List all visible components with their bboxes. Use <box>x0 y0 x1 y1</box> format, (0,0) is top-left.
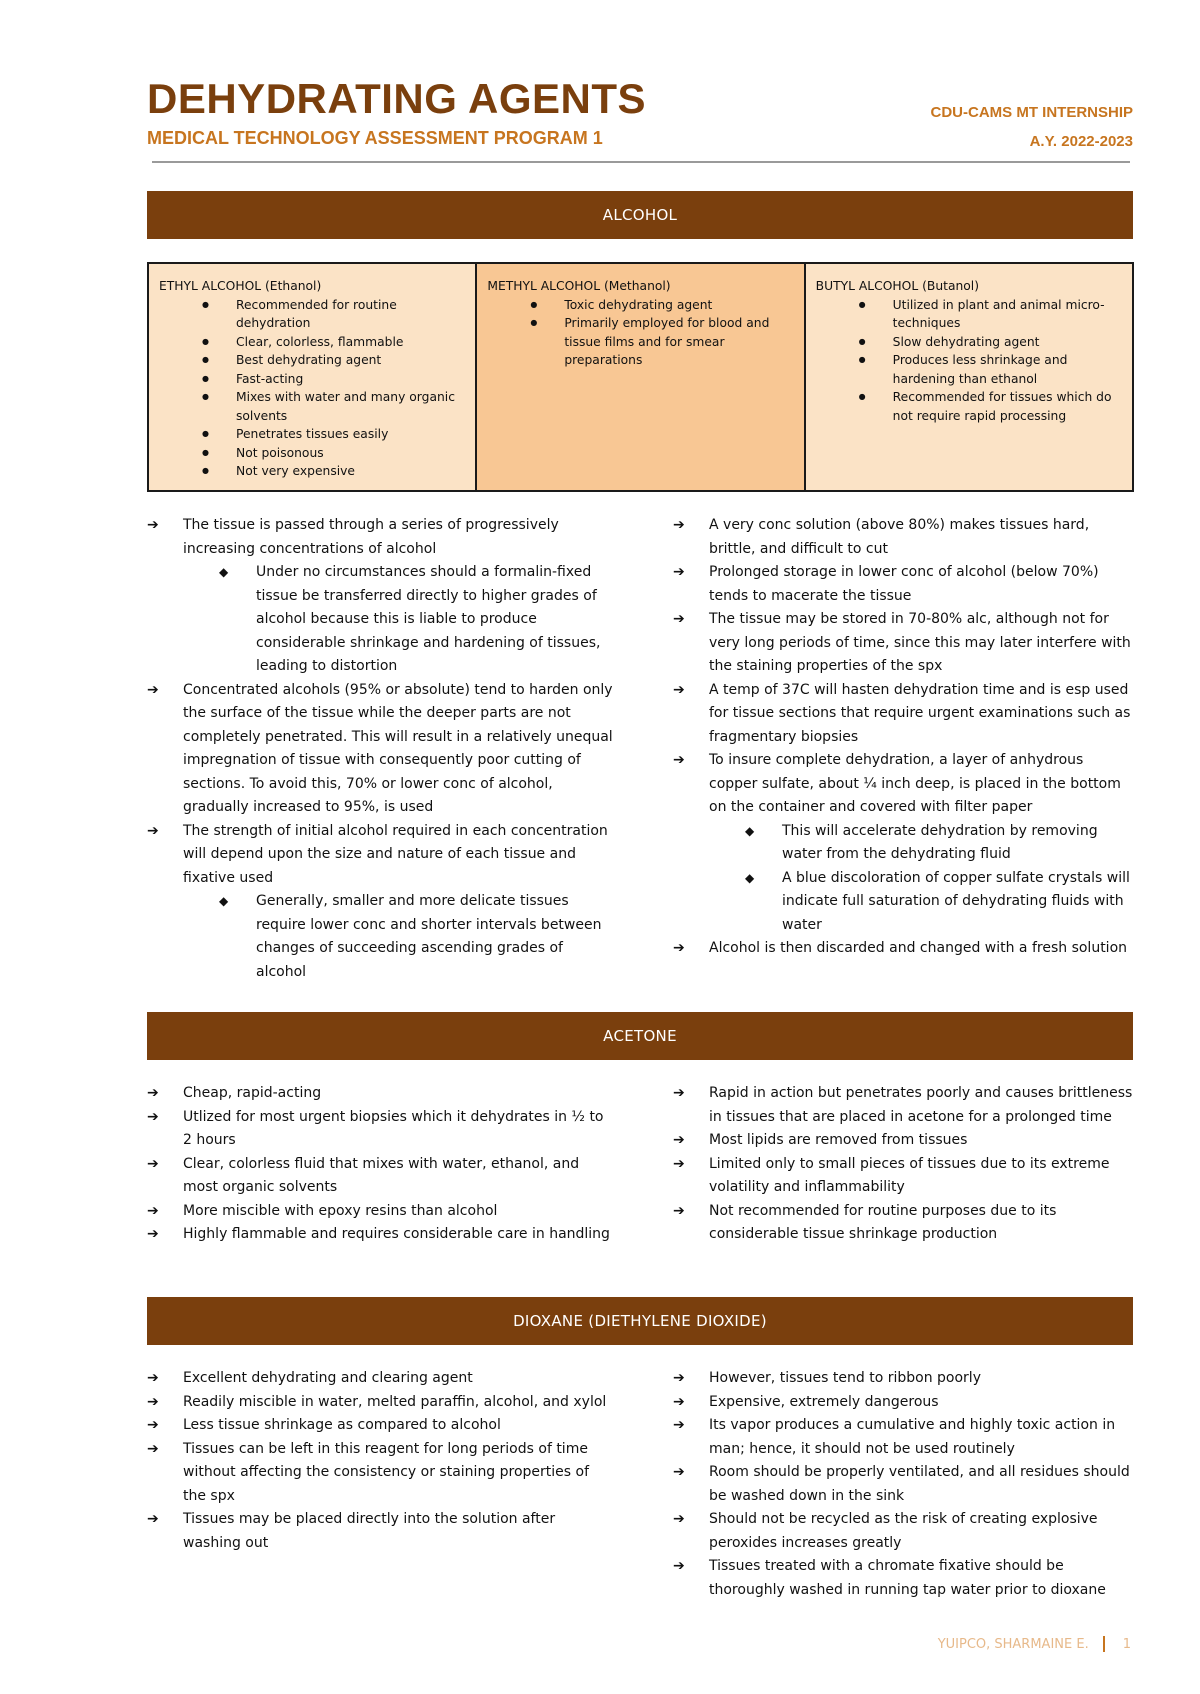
list-item-text: Limited only to small pieces of tissues due to its extreme volatility and inflammability <box>709 1155 1110 1195</box>
diamond-bullet-icon: ◆ <box>219 894 229 908</box>
list-item-text: Should not be recycled as the risk of creating explosive peroxides increases greatly <box>709 1511 1098 1551</box>
list-item <box>147 1106 613 1153</box>
list-item: ● Produces less shrinkage and hardening than ethanol <box>859 351 1122 388</box>
arrow-bullet-icon: ➔ <box>147 1202 159 1219</box>
list-item: ● Mixes with water and many organic solvents <box>202 388 465 425</box>
arrow-bullet-icon: ➔ <box>673 611 685 627</box>
list-item-text: Concentrated alcohols (95% or absolute) tend to harden only the surface of the tissue while the deeper parts are not completely penetrated. This will result in a relatively unequal impregnation of tissue with consequently poor cutting of sections. To avoid this, 70% or lower conc of alcohol, gradually increased to 95%, is used <box>183 681 613 815</box>
sub-list-item <box>673 820 1133 867</box>
list-item <box>673 1461 1133 1508</box>
sub-list-item-text: Under no circumstances should a formalin-fixed tissue be transferred directly to higher grades of alcohol because this is liable to produce considerable shrinkage and hardening of tissues, leading to distortion <box>256 564 601 674</box>
list-item-text: Excellent dehydrating and clearing agent <box>183 1370 473 1386</box>
arrow-bullet-icon: ➔ <box>673 681 685 698</box>
list-item-text: Utlized for most urgent biopsies which it dehydrates in ½ to 2 hours <box>183 1108 604 1148</box>
page-footer <box>938 1636 1131 1652</box>
footer-author: YUIPCO, SHARMAINE E. <box>937 1636 1089 1652</box>
sub-list-item-text: A blue discoloration of copper sulfate crystals will indicate full saturation of dehydrating fluids with water <box>782 869 1130 933</box>
methyl-alcohol-list <box>530 296 793 370</box>
arrow-bullet-icon: ➔ <box>673 752 685 768</box>
acetone-notes <box>147 1082 1133 1247</box>
arrow-bullet-icon: ➔ <box>673 1202 685 1219</box>
list-item <box>147 679 613 820</box>
arrow-bullet-icon: ➔ <box>147 1155 159 1172</box>
list-item <box>673 561 1133 608</box>
list-item-text: To insure complete dehydration, a layer of anhydrous copper sulfate, about ¼ inch deep, is placed in the bottom on the container and covered with filter paper <box>709 752 1121 815</box>
list-item <box>147 1367 613 1391</box>
list-item-text: Room should be properly ventilated, and all residues should be washed down in the sink <box>709 1464 1130 1504</box>
list-item <box>147 1414 613 1438</box>
list-item-text: Most lipids are removed from tissues <box>709 1132 968 1148</box>
list-item-text: A temp of 37C will hasten dehydration time and is esp used for tissue sections that require urgent examinations such as fragmentary biopsies <box>709 681 1131 745</box>
list-item <box>673 1391 1133 1415</box>
ethyl-alcohol-cell <box>149 264 475 490</box>
list-item: ● Not poisonous <box>202 444 465 463</box>
list-item <box>147 1153 613 1200</box>
list-item-text: Rapid in action but penetrates poorly and causes brittleness in tissues that are placed in acetone for a prolonged time <box>709 1085 1133 1125</box>
list-item-text: Prolonged storage in lower conc of alcohol (below 70%) tends to macerate the tissue <box>709 564 1099 604</box>
dioxane-notes <box>147 1367 1133 1602</box>
acetone-notes-right <box>673 1082 1133 1247</box>
arrow-bullet-icon: ➔ <box>673 1417 685 1433</box>
diamond-bullet-icon: ◆ <box>745 823 755 838</box>
arrow-bullet-icon: ➔ <box>147 1440 159 1457</box>
arrow-bullet-icon: ➔ <box>147 1108 159 1125</box>
butyl-alcohol-cell <box>804 264 1132 490</box>
list-item-text: Its vapor produces a cumulative and highly toxic action in man; hence, it should not be used routinely <box>709 1417 1116 1457</box>
list-item: ● Utilized in plant and animal micro-techniques <box>859 296 1122 333</box>
list-item <box>673 1508 1133 1555</box>
diamond-bullet-icon: ◆ <box>219 565 229 579</box>
list-item-text: Cheap, rapid-acting <box>183 1085 322 1101</box>
list-item-text: The tissue is passed through a series of progressively increasing concentrations of alcohol <box>183 517 559 557</box>
arrow-bullet-icon: ➔ <box>147 1511 159 1527</box>
list-item <box>147 1438 613 1509</box>
list-item: ● Slow dehydrating agent <box>859 333 1122 352</box>
diamond-bullet-icon: ◆ <box>745 870 755 885</box>
list-item-text: The strength of initial alcohol required in each concentration will depend upon the size and nature of each tissue and fixative used <box>183 822 608 886</box>
acetone-notes-left <box>147 1082 613 1247</box>
list-item-text: Less tissue shrinkage as compared to alcohol <box>183 1417 501 1433</box>
arrow-bullet-icon: ➔ <box>147 681 159 698</box>
arrow-bullet-icon: ➔ <box>147 1085 159 1101</box>
ethyl-alcohol-list <box>202 296 465 481</box>
list-item: ● Not very expensive <box>202 462 465 481</box>
arrow-bullet-icon: ➔ <box>673 564 685 580</box>
alcohol-notes-left <box>147 514 613 984</box>
list-item <box>147 1200 613 1224</box>
list-item-text: Tissues can be left in this reagent for long periods of time without affecting the consistency or staining properties of the spx <box>183 1440 590 1504</box>
arrow-bullet-icon: ➔ <box>673 1558 685 1574</box>
list-item-text: Expensive, extremely dangerous <box>709 1393 939 1410</box>
header-academic-year: A.Y. 2022-2023 <box>1029 133 1133 150</box>
dioxane-notes-right <box>673 1367 1133 1602</box>
list-item: ● Recommended for routine dehydration <box>202 296 465 333</box>
sub-list-item <box>673 867 1133 938</box>
section-banner-acetone: ACETONE <box>147 1012 1133 1060</box>
list-item: ● Fast-acting <box>202 370 465 389</box>
arrow-bullet-icon: ➔ <box>673 1511 685 1527</box>
list-item <box>673 1367 1133 1391</box>
section-banner-dioxane: DIOXANE (DIETHYLENE DIOXIDE) <box>147 1297 1133 1345</box>
list-item <box>147 1391 613 1415</box>
alcohol-notes-right <box>673 514 1133 984</box>
list-item <box>147 514 613 561</box>
dioxane-notes-left <box>147 1367 613 1602</box>
sub-list-item <box>147 561 613 679</box>
header-institution: CDU-CAMS MT INTERNSHIP <box>930 104 1133 121</box>
arrow-bullet-icon: ➔ <box>147 822 159 839</box>
methyl-alcohol-cell <box>475 264 803 490</box>
list-item-text: Highly flammable and requires considerable care in handling <box>183 1226 610 1242</box>
alcohol-notes <box>147 514 1133 984</box>
list-item <box>673 1129 1133 1153</box>
sub-list-item-text: Generally, smaller and more delicate tissues require lower conc and shorter intervals between changes of succeeding ascending grades of alcohol <box>256 893 602 980</box>
list-item <box>147 1508 613 1555</box>
list-item <box>673 679 1133 750</box>
list-item-text: A very conc solution (above 80%) makes tissues hard, brittle, and difficult to cut <box>709 517 1090 557</box>
header-divider <box>152 161 1130 163</box>
list-item: ● Clear, colorless, flammable <box>202 333 465 352</box>
arrow-bullet-icon: ➔ <box>673 1370 685 1386</box>
list-item-text: However, tissues tend to ribbon poorly <box>709 1370 981 1386</box>
list-item-text: Readily miscible in water, melted paraffin, alcohol, and xylol <box>183 1393 607 1410</box>
sub-list-item-text: This will accelerate dehydration by removing water from the dehydrating fluid <box>782 822 1098 862</box>
list-item: ● Primarily employed for blood and tissue films and for smear preparations <box>530 314 793 370</box>
arrow-bullet-icon: ➔ <box>673 1132 685 1148</box>
list-item <box>673 1082 1133 1129</box>
page-number: 1 <box>1122 1636 1131 1652</box>
list-item <box>673 1555 1133 1602</box>
arrow-bullet-icon: ➔ <box>673 1393 685 1410</box>
ethyl-alcohol-title: ETHYL ALCOHOL (Ethanol) <box>159 279 322 293</box>
list-item <box>673 1200 1133 1247</box>
list-item <box>673 514 1133 561</box>
butyl-alcohol-list <box>859 296 1122 426</box>
list-item: ● Toxic dehydrating agent <box>530 296 793 315</box>
list-item-text: Not recommended for routine purposes due to its considerable tissue shrinkage production <box>709 1202 1057 1242</box>
arrow-bullet-icon: ➔ <box>147 1417 159 1433</box>
arrow-bullet-icon: ➔ <box>147 1393 159 1410</box>
list-item-text: The tissue may be stored in 70-80% alc, although not for very long periods of time, since this may later interfere with the staining properties of the spx <box>709 611 1131 674</box>
list-item <box>673 1414 1133 1461</box>
arrow-bullet-icon: ➔ <box>147 1226 159 1242</box>
list-item <box>673 1153 1133 1200</box>
arrow-bullet-icon: ➔ <box>673 1464 685 1480</box>
header-right <box>931 98 1134 156</box>
methyl-alcohol-title: METHYL ALCOHOL (Methanol) <box>487 279 671 293</box>
arrow-bullet-icon: ➔ <box>673 517 685 533</box>
arrow-bullet-icon: ➔ <box>673 1155 685 1172</box>
list-item-text: Tissues may be placed directly into the solution after washing out <box>183 1511 556 1551</box>
page-header <box>147 74 1133 149</box>
page-subtitle: MEDICAL TECHNOLOGY ASSESSMENT PROGRAM 1 <box>147 128 603 148</box>
list-item <box>673 608 1133 679</box>
list-item <box>673 749 1133 820</box>
page-title: DEHYDRATING AGENTS <box>147 75 647 122</box>
sub-list-item <box>147 890 613 984</box>
list-item-text: Alcohol is then discarded and changed with a fresh solution <box>709 940 1128 956</box>
list-item <box>147 820 613 891</box>
arrow-bullet-icon: ➔ <box>673 940 685 956</box>
section-banner-alcohol: ALCOHOL <box>147 191 1133 239</box>
list-item <box>147 1082 613 1106</box>
footer-divider <box>1103 1636 1105 1652</box>
list-item: ● Recommended for tissues which do not require rapid processing <box>859 388 1122 425</box>
list-item <box>673 937 1133 961</box>
list-item: ● Penetrates tissues easily <box>202 425 465 444</box>
list-item <box>147 1223 613 1247</box>
arrow-bullet-icon: ➔ <box>673 1085 685 1101</box>
butyl-alcohol-title: BUTYL ALCOHOL (Butanol) <box>815 279 980 293</box>
alcohol-types-table <box>147 262 1134 492</box>
list-item: ● Best dehydrating agent <box>202 351 465 370</box>
arrow-bullet-icon: ➔ <box>147 517 159 533</box>
list-item-text: More miscible with epoxy resins than alcohol <box>183 1202 498 1219</box>
arrow-bullet-icon: ➔ <box>147 1370 159 1386</box>
list-item-text: Clear, colorless fluid that mixes with water, ethanol, and most organic solvents <box>183 1155 580 1195</box>
list-item-text: Tissues treated with a chromate fixative should be thoroughly washed in running tap water prior to dioxane <box>709 1558 1106 1598</box>
